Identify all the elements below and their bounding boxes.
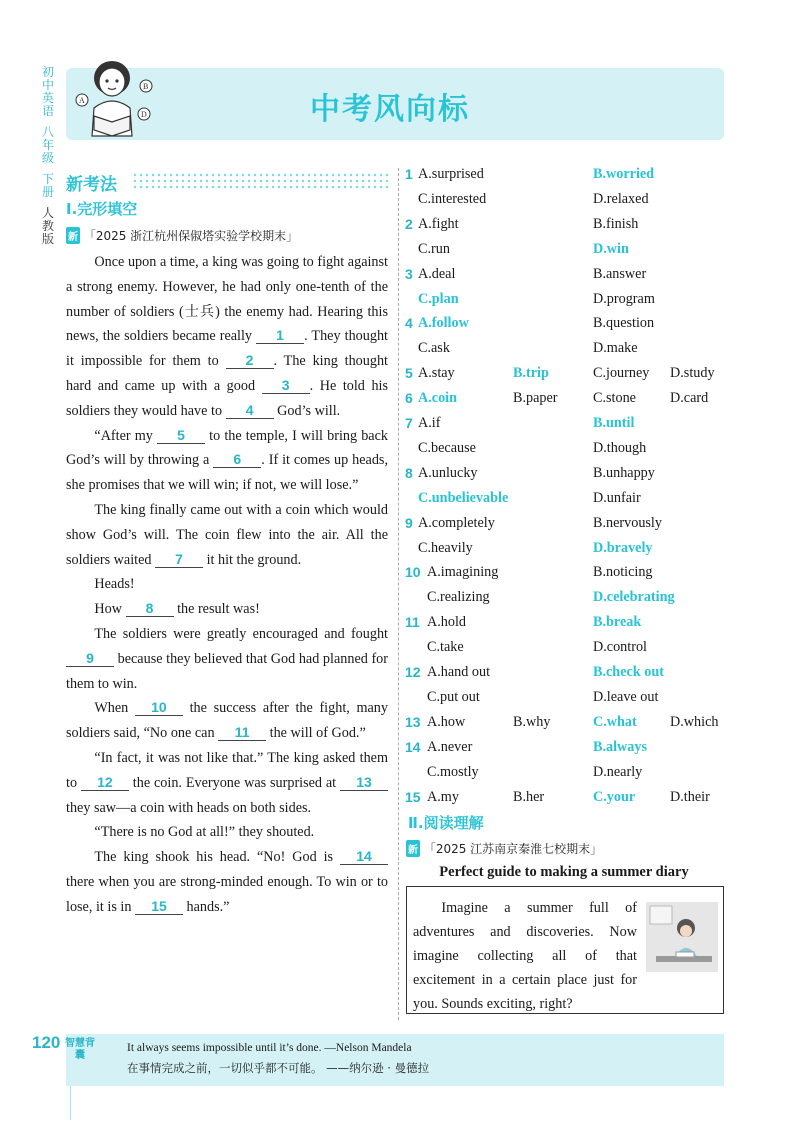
question-number: 1 bbox=[405, 166, 413, 182]
question-number: 13 bbox=[405, 713, 421, 730]
option-a: A.imagining bbox=[427, 564, 499, 581]
side-char: 英 bbox=[41, 91, 54, 105]
option-row bbox=[405, 289, 735, 313]
blank-3: 3 bbox=[262, 377, 310, 394]
passage-paragraph: Once upon a time, a king was going to fight against a strong enemy. However, he had only one-tenth of the number of soldiers (士兵) the enemy had. Hearing this news, the soldiers became really 1 . They thought it impossible for them to 2 . The king thought hard and came up with a good 3 . He told his soldiers they would have to 4 God’s will. bbox=[66, 254, 389, 419]
option-b: B.question bbox=[593, 315, 655, 332]
blank-7: 7 bbox=[155, 551, 203, 568]
blank-9: 9 bbox=[66, 650, 114, 667]
blank-4: 4 bbox=[226, 402, 274, 419]
option-c: C.your bbox=[593, 788, 636, 805]
option-a: A.completely bbox=[418, 514, 495, 531]
option-a: A.surprised bbox=[418, 166, 484, 182]
option-row bbox=[405, 413, 735, 437]
option-b: B.check out bbox=[593, 664, 664, 680]
option-b: B.trip bbox=[513, 365, 549, 382]
blank-15: 15 bbox=[135, 898, 183, 915]
option-c: C.interested bbox=[418, 190, 487, 207]
side-char: 级 bbox=[41, 151, 54, 165]
blank-2: 2 bbox=[226, 352, 274, 369]
option-row bbox=[405, 313, 735, 337]
passage-paragraph: Heads! bbox=[94, 576, 135, 593]
option-d: D.make bbox=[593, 340, 638, 357]
passage-paragraph: The king finally came out with a coin which would show God’s will. The coin flew into the air. All the soldiers waited 7 it hit the ground. bbox=[66, 501, 388, 568]
source-text: 「2025 浙江杭州保俶塔实验学校期末」 bbox=[83, 229, 299, 243]
option-row bbox=[405, 388, 735, 412]
option-a: A.unlucky bbox=[418, 464, 478, 481]
blank-8: 8 bbox=[126, 600, 174, 617]
option-c: C.what bbox=[593, 713, 637, 730]
option-b: B.her bbox=[513, 788, 545, 805]
svg-text:B: B bbox=[143, 82, 149, 91]
option-b: B.unhappy bbox=[593, 464, 655, 481]
reading-girl-illustration bbox=[70, 56, 160, 144]
side-char: 八 bbox=[41, 125, 54, 139]
option-row bbox=[405, 189, 735, 213]
quote-english: It always seems impossible until it’s done. —Nelson Mandela bbox=[127, 1042, 412, 1054]
svg-text:D: D bbox=[141, 110, 147, 119]
option-row bbox=[405, 239, 735, 263]
svg-text:A: A bbox=[79, 96, 85, 105]
option-c: C.plan bbox=[418, 290, 459, 307]
option-c: C.realizing bbox=[427, 589, 490, 606]
footer-rule bbox=[70, 1086, 71, 1120]
question-number: 9 bbox=[405, 514, 413, 531]
passage-paragraph: When 10 the success after the fight, many soldiers said, “No one can 11 the will of God.” bbox=[66, 699, 388, 742]
option-row bbox=[405, 488, 735, 512]
blank-1: 1 bbox=[256, 327, 304, 344]
option-b: B.answer bbox=[593, 265, 647, 282]
option-d: D.win bbox=[593, 240, 629, 257]
option-b: B.why bbox=[513, 713, 551, 730]
option-d: D.unfair bbox=[593, 489, 641, 506]
blank-14: 14 bbox=[340, 848, 388, 865]
blank-6: 6 bbox=[213, 451, 261, 468]
option-d: D.study bbox=[670, 365, 715, 382]
page-number: 120 bbox=[32, 1033, 61, 1052]
reading-paragraph: Imagine a summer full of adventures and discoveries. Now imagine collecting all of that excitement in a certain place just for you. Sounds exciting, right? bbox=[413, 900, 637, 1012]
option-b: B.worried bbox=[593, 166, 655, 182]
question-number: 11 bbox=[405, 614, 420, 631]
reading-title: Perfect guide to making a summer diary bbox=[439, 864, 689, 880]
option-a: A.if bbox=[418, 415, 441, 431]
blank-11: 11 bbox=[218, 724, 266, 741]
section-subhead-reading: Ⅱ.阅读理解 bbox=[408, 814, 484, 832]
blank-12: 12 bbox=[81, 774, 129, 791]
option-b: B.until bbox=[593, 415, 635, 431]
side-char: 教 bbox=[41, 219, 54, 233]
option-a: A.follow bbox=[418, 315, 469, 332]
source-line-2 bbox=[406, 840, 602, 857]
option-row bbox=[405, 712, 735, 736]
option-d: D.program bbox=[593, 290, 655, 307]
question-number: 6 bbox=[405, 390, 413, 407]
option-c: C.unbelievable bbox=[418, 489, 509, 506]
option-c: C.heavily bbox=[418, 539, 473, 556]
option-d: D.relaxed bbox=[593, 190, 649, 207]
question-number: 5 bbox=[405, 365, 413, 382]
option-a: A.my bbox=[427, 788, 459, 805]
question-number: 15 bbox=[405, 788, 421, 805]
option-c: C.journey bbox=[593, 365, 650, 382]
option-row bbox=[405, 562, 735, 586]
quote-chinese: 在事情完成之前，一切似乎都不可能。 ——纳尔逊 · 曼德拉 bbox=[127, 1061, 430, 1075]
wisdom-badge: 智慧背囊 bbox=[65, 1038, 95, 1061]
option-d: D.leave out bbox=[593, 688, 659, 705]
question-number: 10 bbox=[405, 564, 421, 581]
question-number: 8 bbox=[405, 464, 413, 481]
passage-paragraph: The king shook his head. “No! God is 14 there when you are strong-minded enough. To win or to lose, it is in 15 hands.” bbox=[66, 848, 388, 915]
page-title: 中考风向标 bbox=[310, 92, 470, 127]
option-row bbox=[405, 538, 735, 562]
option-a: A.how bbox=[427, 713, 466, 730]
option-row bbox=[405, 164, 735, 188]
option-d: D.card bbox=[670, 390, 709, 407]
passage-paragraph: “After my 5 to the temple, I will bring back God’s will by throwing a 6 . If it comes up heads, she promises that we will win; if not, we will lose.” bbox=[66, 426, 388, 494]
option-row bbox=[405, 338, 735, 362]
source-line-1 bbox=[66, 227, 298, 244]
option-row bbox=[405, 687, 735, 711]
option-a: A.stay bbox=[418, 365, 455, 382]
option-c: C.mostly bbox=[427, 763, 479, 780]
side-char: 版 bbox=[41, 232, 54, 246]
option-c: C.run bbox=[418, 240, 450, 257]
question-number: 3 bbox=[405, 265, 413, 282]
option-d: D.their bbox=[670, 788, 710, 805]
option-b: B.break bbox=[593, 614, 642, 631]
reading-text bbox=[413, 896, 637, 1016]
option-b: B.always bbox=[593, 738, 647, 755]
option-row bbox=[405, 513, 735, 537]
source-text: 「2025 江苏南京秦淮七校期末」 bbox=[423, 842, 603, 856]
dotted-decoration bbox=[132, 172, 390, 190]
option-row bbox=[405, 662, 735, 686]
question-number: 14 bbox=[405, 738, 421, 755]
question-number: 7 bbox=[405, 415, 413, 431]
side-char: 语 bbox=[41, 104, 54, 118]
option-a: A.hold bbox=[427, 614, 467, 631]
cloze-passage bbox=[66, 250, 388, 920]
option-c: C.stone bbox=[593, 390, 636, 407]
new-tag-icon: 新 bbox=[406, 840, 420, 857]
passage-paragraph: “In fact, it was not like that.” The king asked them to 12 the coin. Everyone was surprised at 13 they saw—a coin with heads on both sides. bbox=[66, 749, 388, 816]
option-row bbox=[405, 363, 735, 387]
option-row bbox=[405, 438, 735, 462]
option-a: A.deal bbox=[418, 265, 456, 282]
new-tag-icon: 新 bbox=[66, 227, 80, 244]
option-row bbox=[405, 762, 735, 786]
option-row bbox=[405, 787, 735, 811]
option-d: D.celebrating bbox=[593, 589, 675, 606]
side-char: 年 bbox=[41, 138, 54, 152]
question-number: 12 bbox=[405, 664, 421, 680]
blank-10: 10 bbox=[135, 699, 183, 716]
side-char: 册 bbox=[41, 185, 54, 199]
blank-5: 5 bbox=[157, 427, 205, 444]
question-number: 4 bbox=[405, 315, 413, 332]
option-c: C.put out bbox=[427, 688, 480, 705]
passage-paragraph: “There is no God at all!” they shouted. bbox=[94, 824, 315, 841]
option-a: A.fight bbox=[418, 215, 459, 232]
option-a: A.hand out bbox=[427, 664, 491, 680]
passage-paragraph: How 8 the result was! bbox=[94, 600, 260, 618]
option-row bbox=[405, 214, 735, 238]
side-char: 人 bbox=[41, 206, 54, 220]
option-b: B.noticing bbox=[593, 564, 653, 581]
section-subhead-cloze: Ⅰ.完形填空 bbox=[66, 200, 138, 218]
option-d: D.control bbox=[593, 639, 647, 656]
column-divider bbox=[398, 168, 399, 1020]
option-row bbox=[405, 463, 735, 487]
option-d: D.bravely bbox=[593, 539, 653, 556]
option-d: D.nearly bbox=[593, 763, 643, 780]
side-char: 中 bbox=[41, 78, 54, 92]
side-label bbox=[38, 66, 58, 246]
side-char: 初 bbox=[41, 65, 54, 79]
option-b: B.finish bbox=[593, 215, 639, 232]
blank-13: 13 bbox=[340, 774, 388, 791]
option-a: A.coin bbox=[418, 390, 458, 407]
option-b: B.nervously bbox=[593, 514, 662, 531]
side-char: 下 bbox=[41, 172, 54, 186]
option-row bbox=[405, 637, 735, 661]
option-c: C.because bbox=[418, 439, 476, 456]
option-d: D.though bbox=[593, 439, 647, 456]
option-d: D.which bbox=[670, 713, 719, 730]
option-c: C.take bbox=[427, 639, 464, 656]
passage-paragraph: The soldiers were greatly encouraged and fought 9 because they believed that God had planned for them to win. bbox=[66, 625, 388, 692]
option-c: C.ask bbox=[418, 340, 450, 357]
option-b: B.paper bbox=[513, 390, 558, 407]
girl-writing-diary-illustration bbox=[646, 902, 718, 972]
option-row bbox=[405, 612, 735, 636]
option-row bbox=[405, 264, 735, 288]
question-number: 2 bbox=[405, 215, 413, 232]
option-a: A.never bbox=[427, 738, 473, 755]
option-row bbox=[405, 737, 735, 761]
section-head-new-method: 新考法 bbox=[66, 175, 117, 195]
option-row bbox=[405, 587, 735, 611]
